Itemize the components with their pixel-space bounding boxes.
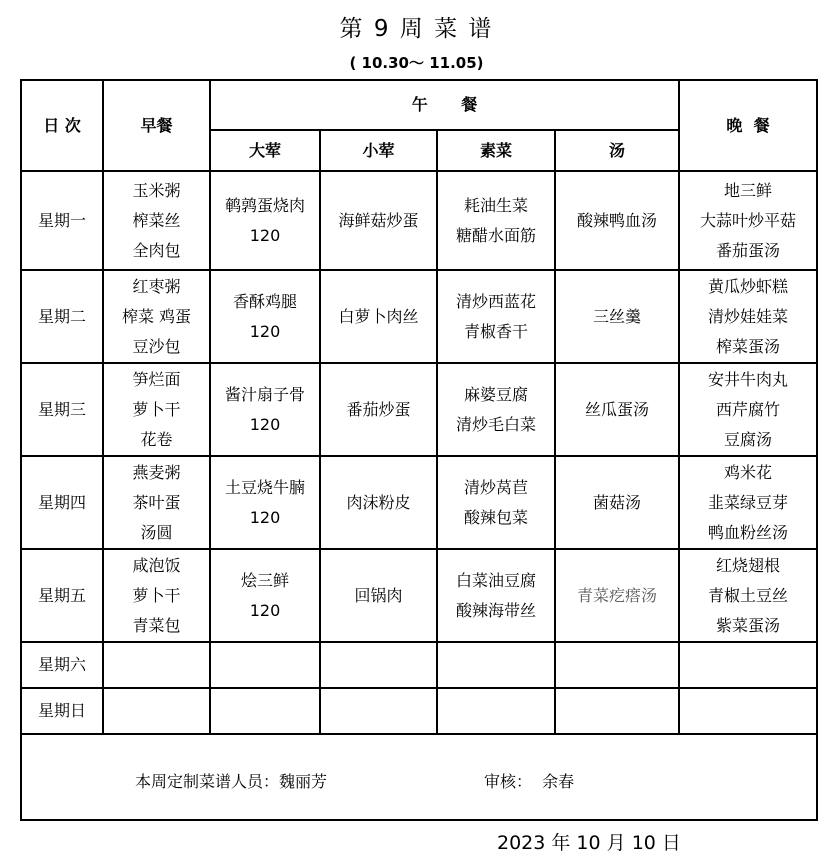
dish: 萝卜干 xyxy=(132,399,181,419)
table-row xyxy=(21,688,817,734)
empty-cell xyxy=(555,688,679,734)
day-label: 星期日 xyxy=(21,688,103,734)
footer-cell xyxy=(21,734,817,820)
big-meat-cell xyxy=(210,171,320,270)
dish: 豆腐汤 xyxy=(723,429,772,449)
table-row xyxy=(21,171,817,270)
empty-cell xyxy=(210,642,320,688)
menu-maker: 本周定制菜谱人员：魏丽芳 xyxy=(135,772,328,791)
dish: 清炒莴苣 xyxy=(463,477,528,497)
big-meat-cell xyxy=(210,363,320,456)
dish: 安井牛肉丸 xyxy=(707,369,788,389)
small-meat-cell xyxy=(320,270,437,363)
portion: 120 xyxy=(249,600,281,620)
dish: 鸭血粉丝汤 xyxy=(707,522,788,542)
empty-cell xyxy=(437,642,555,688)
dinner-cell xyxy=(679,456,817,549)
soup-cell xyxy=(555,363,679,456)
big-meat-cell xyxy=(210,456,320,549)
vegetable-cell xyxy=(437,363,555,456)
page-title: 第 9 周 菜 谱 xyxy=(339,16,494,42)
dish: 清炒西蓝花 xyxy=(455,291,536,311)
dish: 红枣粥 xyxy=(132,276,181,296)
dish: 酸辣鸭血汤 xyxy=(576,210,657,230)
dish: 鸡米花 xyxy=(723,462,772,482)
big-meat-cell xyxy=(210,549,320,642)
breakfast-cell xyxy=(103,171,210,270)
dish: 糖醋水面筋 xyxy=(455,225,536,245)
dish: 丝瓜蛋汤 xyxy=(584,399,649,419)
dish: 汤圆 xyxy=(140,522,173,542)
breakfast-cell xyxy=(103,363,210,456)
day-label: 星期六 xyxy=(21,642,103,688)
dinner-cell xyxy=(679,270,817,363)
dish: 清炒娃娃菜 xyxy=(707,306,788,326)
dish: 西芹腐竹 xyxy=(715,399,780,419)
breakfast-cell xyxy=(103,456,210,549)
table-row xyxy=(21,363,817,456)
table-row xyxy=(21,270,817,363)
dish: 大蒜叶炒平菇 xyxy=(699,210,796,230)
empty-cell xyxy=(210,688,320,734)
menu-table xyxy=(20,79,818,821)
day-label: 星期四 xyxy=(21,456,103,549)
vegetable-cell xyxy=(437,456,555,549)
dish: 全肉包 xyxy=(132,240,181,260)
dish: 麻婆豆腐 xyxy=(463,384,528,404)
dish: 玉米粥 xyxy=(132,180,181,200)
header-vegetable: 素菜 xyxy=(437,130,555,171)
dish: 番茄蛋汤 xyxy=(715,240,780,260)
header-small-meat: 小荤 xyxy=(320,130,437,171)
dish: 番茄炒蛋 xyxy=(346,399,411,419)
breakfast-cell xyxy=(103,549,210,642)
dish: 红烧翅根 xyxy=(715,555,780,575)
dish: 鹌鹑蛋烧肉 xyxy=(224,195,305,215)
dish: 肉沫粉皮 xyxy=(346,492,411,512)
soup-cell xyxy=(555,456,679,549)
dish: 三丝羹 xyxy=(592,306,641,326)
dinner-cell xyxy=(679,363,817,456)
dish: 笋烂面 xyxy=(132,369,181,389)
date-range: ( 10.30～ 11.05) xyxy=(349,54,484,72)
dish: 菌菇汤 xyxy=(592,492,641,512)
header-big-meat: 大荤 xyxy=(210,130,320,171)
dish: 香酥鸡腿 xyxy=(232,291,297,311)
small-meat-cell xyxy=(320,171,437,270)
dish: 回锅肉 xyxy=(354,585,403,605)
day-label: 星期三 xyxy=(21,363,103,456)
empty-cell xyxy=(437,688,555,734)
dish: 青菜疙瘩汤 xyxy=(576,585,657,605)
dinner-cell xyxy=(679,171,817,270)
empty-cell xyxy=(320,688,437,734)
empty-cell xyxy=(103,688,210,734)
breakfast-cell xyxy=(103,270,210,363)
dish: 酱汁扇子骨 xyxy=(224,384,305,404)
dish: 燕麦粥 xyxy=(132,462,181,482)
dish: 萝卜干 xyxy=(132,585,181,605)
big-meat-cell xyxy=(210,270,320,363)
soup-cell xyxy=(555,549,679,642)
dish: 黄瓜炒虾糕 xyxy=(707,276,788,296)
dish: 酸辣海带丝 xyxy=(455,600,536,620)
portion: 120 xyxy=(249,225,281,245)
empty-cell xyxy=(320,642,437,688)
dish: 韭菜绿豆芽 xyxy=(707,492,788,512)
dish: 地三鲜 xyxy=(723,180,772,200)
small-meat-cell xyxy=(320,549,437,642)
dish: 酸辣包菜 xyxy=(463,507,528,527)
vegetable-cell xyxy=(437,171,555,270)
footer-row xyxy=(21,734,817,820)
dish: 榨菜丝 xyxy=(132,210,181,230)
dish: 白菜油豆腐 xyxy=(455,570,536,590)
header-lunch: 午 餐 xyxy=(210,80,679,130)
vegetable-cell xyxy=(437,549,555,642)
soup-cell xyxy=(555,171,679,270)
dish: 花卷 xyxy=(140,429,173,449)
dish: 青椒香干 xyxy=(463,321,528,341)
header-day: 日 次 xyxy=(21,80,103,171)
portion: 120 xyxy=(249,507,281,527)
dish: 紫菜蛋汤 xyxy=(715,615,780,635)
table-row xyxy=(21,549,817,642)
soup-cell xyxy=(555,270,679,363)
dish: 海鲜菇炒蛋 xyxy=(338,210,419,230)
dish: 白萝卜肉丝 xyxy=(338,306,419,326)
portion: 120 xyxy=(249,321,281,341)
day-label: 星期五 xyxy=(21,549,103,642)
empty-cell xyxy=(555,642,679,688)
table-row xyxy=(21,456,817,549)
vegetable-cell xyxy=(437,270,555,363)
small-meat-cell xyxy=(320,456,437,549)
dinner-cell xyxy=(679,549,817,642)
dish: 青椒土豆丝 xyxy=(707,585,788,605)
dish: 青菜包 xyxy=(132,615,181,635)
day-label: 星期一 xyxy=(21,171,103,270)
empty-cell xyxy=(679,688,817,734)
reviewer: 审核： 余春 xyxy=(484,772,575,791)
dish: 茶叶蛋 xyxy=(132,492,181,512)
empty-cell xyxy=(103,642,210,688)
portion: 120 xyxy=(249,414,281,434)
dish: 清炒毛白菜 xyxy=(455,414,536,434)
dish: 烩三鲜 xyxy=(240,570,289,590)
day-label: 星期二 xyxy=(21,270,103,363)
dish: 豆沙包 xyxy=(132,336,181,356)
dish: 土豆烧牛腩 xyxy=(224,477,305,497)
header-dinner: 晚 餐 xyxy=(679,80,817,171)
table-row xyxy=(21,642,817,688)
dish: 榨菜蛋汤 xyxy=(715,336,780,356)
empty-cell xyxy=(679,642,817,688)
header-breakfast: 早餐 xyxy=(103,80,210,171)
issue-date: 2023 年 10 月 10 日 xyxy=(497,832,681,854)
dish: 咸泡饭 xyxy=(132,555,181,575)
dish: 榨菜 鸡蛋 xyxy=(121,306,192,326)
small-meat-cell xyxy=(320,363,437,456)
dish: 耗油生菜 xyxy=(463,195,528,215)
header-soup: 汤 xyxy=(555,130,679,171)
